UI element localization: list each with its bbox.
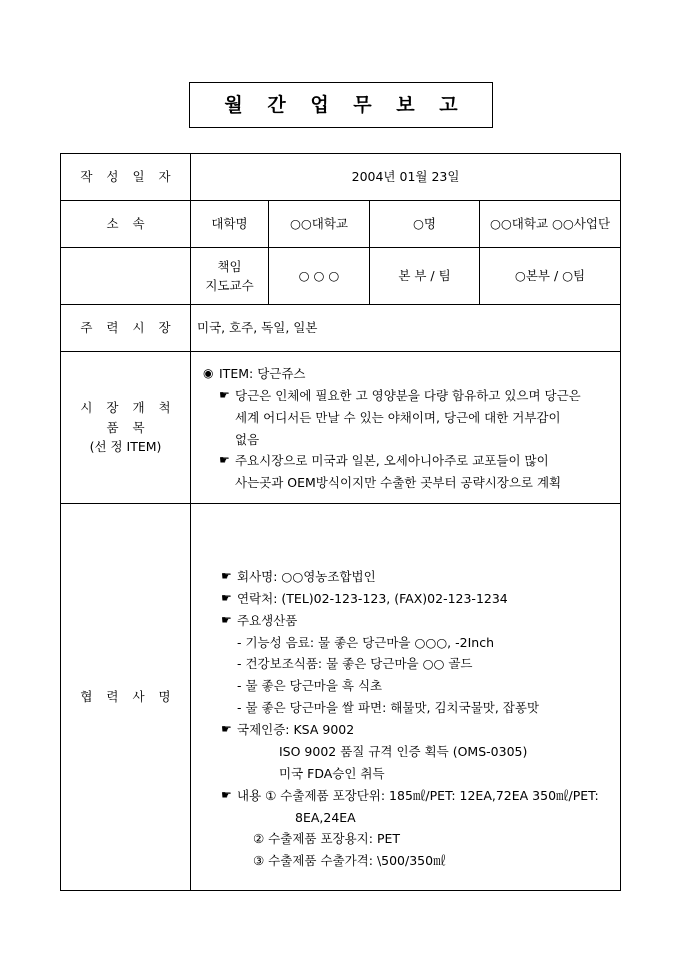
list-item	[221, 719, 610, 741]
list-subitem: - 물 좋은 당근마을 흑 식초	[237, 678, 383, 694]
label-market-development-line3: (선 정 ITEM)	[89, 439, 162, 455]
table-row-date	[61, 154, 621, 201]
list-item-label: 주요생산품	[237, 612, 298, 628]
list-item-label: 국제인증: KSA 9002	[237, 722, 355, 737]
list-item-label: 회사명: ○○영농조합법인	[237, 568, 376, 584]
item-headline-text: ITEM: 당근쥬스	[219, 365, 306, 381]
list-item	[221, 566, 610, 588]
list-item-label: 연락처: (TEL)02-123-123, (FAX)02-123-1234	[237, 590, 508, 606]
label-main-market: 주 력 시 장	[61, 305, 191, 352]
table-row-supervisor	[61, 248, 621, 305]
label-market-development	[61, 352, 191, 504]
list-subitem: 8EA,24EA	[295, 809, 356, 825]
market-development-content	[197, 357, 614, 498]
list-item-line: 주요시장으로 미국과 일본, 오세아니아주로 교포들이 많이	[235, 453, 549, 469]
label-market-development-line1: 시 장 개 척	[80, 400, 176, 416]
pointing-hand-icon: ☛	[221, 787, 232, 802]
list-item-line: 사는곳과 OEM방식이지만 수출한 곳부터 공략시장으로 계획	[235, 475, 562, 491]
page-title: 월 간 업 무 보 고	[224, 93, 467, 116]
list-subitem: - 기능성 음료: 물 좋은 당근마을 ○○○, -2Inch	[237, 634, 494, 650]
table-row-cooperation	[61, 504, 621, 891]
org-cell-project-group: ○○대학교 ○○사업단	[480, 201, 621, 248]
cell-market-development	[191, 352, 621, 504]
list-item-line: 없음	[235, 431, 260, 447]
pointing-hand-icon: ☛	[219, 453, 230, 468]
list-item-line: 세계 어디서든 만날 수 있는 야채이며, 당근에 대한 거부감이	[235, 409, 561, 425]
label-organization: 소 속	[61, 201, 191, 248]
list-item-line: 당근은 인체에 필요한 고 영양분을 다량 함유하고 있으며 당근은	[235, 387, 581, 403]
circle-bullet-icon: ◉	[203, 365, 214, 380]
pointing-hand-icon: ☛	[221, 722, 232, 736]
list-item	[219, 385, 610, 451]
table-row-market-development	[61, 352, 621, 504]
list-item	[221, 588, 610, 610]
label-market-development-line2: 품 목	[106, 419, 150, 435]
label-supervisor	[191, 248, 269, 305]
list-item	[221, 785, 610, 807]
label-supervisor-line1: 책임	[217, 258, 242, 274]
label-cooperation: 협 력 사 명	[61, 504, 191, 891]
value-main-market: 미국, 호주, 독일, 일본	[191, 305, 621, 352]
list-subitem: 미국 FDA승인 취득	[279, 765, 385, 781]
list-subitem: ② 수출제품 포장용지: PET	[253, 831, 401, 847]
item-headline	[203, 363, 610, 385]
pointing-hand-icon: ☛	[221, 612, 232, 627]
org-cell-university-name: ○○대학교	[269, 201, 370, 248]
supervisor-division-value: ○본부 / ○팀	[480, 248, 621, 305]
list-subitem: ISO 9002 품질 규격 인증 획득 (OMS-0305)	[279, 743, 528, 759]
pointing-hand-icon: ☛	[221, 568, 232, 583]
list-item-body	[235, 385, 610, 451]
list-item-label: 내용 ① 수출제품 포장단위: 185㎖/PET: 12EA,72EA 350㎖/PET:	[237, 787, 599, 803]
list-item-body	[235, 450, 610, 494]
org-cell-university-label: 대학명	[191, 201, 269, 248]
list-subitem: - 건강보조식품: 물 좋은 당근마을 ○○ 골드	[237, 656, 473, 672]
table-row-organization	[61, 201, 621, 248]
pointing-hand-icon: ☛	[219, 387, 230, 402]
org-cell-person-count: ○명	[370, 201, 480, 248]
supervisor-division-label: 본 부 / 팀	[370, 248, 480, 305]
list-subitem: ③ 수출제품 수출가격: \500/350㎖	[253, 853, 446, 869]
list-subitem: - 물 좋은 당근마을 쌀 파면: 해물맛, 김치국물맛, 잡퐁맛	[237, 700, 540, 716]
report-title-box	[189, 82, 493, 128]
label-supervisor-line2: 지도교수	[205, 278, 254, 293]
supervisor-name: ○ ○ ○	[269, 248, 370, 305]
list-item	[221, 610, 610, 632]
label-empty-spacer	[61, 248, 191, 305]
cell-cooperation	[191, 504, 621, 891]
label-date: 작 성 일 자	[61, 154, 191, 201]
value-date: 2004년 01월 23일	[191, 154, 621, 201]
table-row-main-market	[61, 305, 621, 352]
cooperation-content	[197, 518, 614, 876]
pointing-hand-icon: ☛	[221, 590, 232, 605]
monthly-report-table	[60, 153, 621, 891]
list-item	[219, 450, 610, 494]
